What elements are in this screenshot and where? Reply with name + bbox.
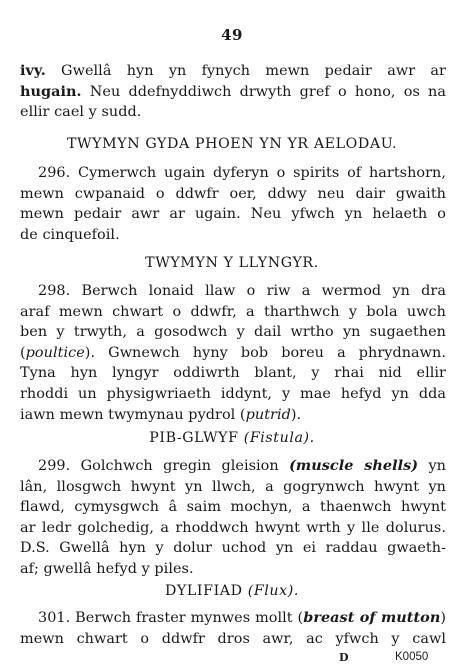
- text-line: mewn pedair awr ar ugain. Neu yfwch yn helaeth o: [20, 206, 446, 223]
- page-number: 49: [221, 26, 243, 44]
- paragraph-299: [20, 456, 446, 580]
- text-line: 301. Berwch fraster mynwes mollt (breast of mutton): [38, 609, 446, 626]
- text-line: araf mewn chwart o ddwfr, a tharthwch y bola uwch: [20, 303, 446, 320]
- section-heading: TWYMYN GYDA PHOEN YN YR AELODAU.: [66, 136, 398, 152]
- text-line: 298. Berwch lonaid llaw o riw a wermod yn dra: [38, 283, 446, 299]
- text-line: D.S. Gwellâ hyn y dolur uchod yn ei raddau gwaeth-: [20, 540, 446, 557]
- text-line: hugain. Neu ddefnyddiwch drwyth gref o hono, os na: [20, 82, 446, 100]
- intro-paragraph: [20, 61, 446, 123]
- text-line: ivy. Gwellâ hyn yn fynych mewn pedair awr ar: [20, 62, 446, 79]
- text-line: ben y trwyth, a gosodwch y dail wrtho yn sugaethen: [20, 324, 446, 341]
- section-heading: DYLIFIAD (Flux).: [164, 583, 300, 599]
- paragraph-296: [20, 163, 446, 245]
- text-line: 299. Golchwch gregin gleision (muscle shells) yn: [38, 457, 447, 474]
- signature-mark: D: [339, 651, 349, 664]
- text-line: iawn mewn twymynau pydrol (putrid).: [20, 406, 302, 423]
- paragraph-301: [20, 608, 446, 649]
- paragraph-298: [20, 281, 446, 425]
- text-line: af; gwellâ hefyd y piles.: [20, 560, 194, 577]
- page-code: K0050: [395, 651, 429, 663]
- text-line: rhoddi un physigwriaeth iddynt, y mae hefyd yn dda: [20, 385, 446, 402]
- text-line: mewn cwpanaid o ddwfr oer, ddwy neu dair gwaith: [20, 185, 446, 202]
- text-line: (poultice). Gwnewch hyny bob boreu a phrydnawn.: [20, 344, 446, 361]
- text-line: flawd, cymysgwch â saim mochyn, a thaenwch hwynt: [20, 499, 446, 516]
- text-line: mewn chwart o ddwfr dros awr, ac yfwch y cawl: [20, 630, 446, 647]
- text-line: lân, llosgwch hwynt yn llwch, a gogrynwch hwynt yn: [20, 478, 446, 495]
- text-line: ellir cael y sudd.: [20, 104, 142, 121]
- text-line: 296. Cymerwch ugain dyferyn o spirits of hartshorn,: [38, 165, 446, 181]
- section-heading: TWYMYN Y LLYNGYR.: [145, 255, 319, 271]
- text-line: de cinquefoil.: [20, 226, 120, 243]
- text-line: Tyna hyn lyngyr oddiwrth blant, y rhai nid ellir: [20, 365, 446, 382]
- section-heading: PIB-GLWYF (Fistula).: [149, 430, 315, 446]
- text-line: ar ledr golchedig, a rhoddwch hwynt wrth y lle dolurus.: [20, 519, 446, 536]
